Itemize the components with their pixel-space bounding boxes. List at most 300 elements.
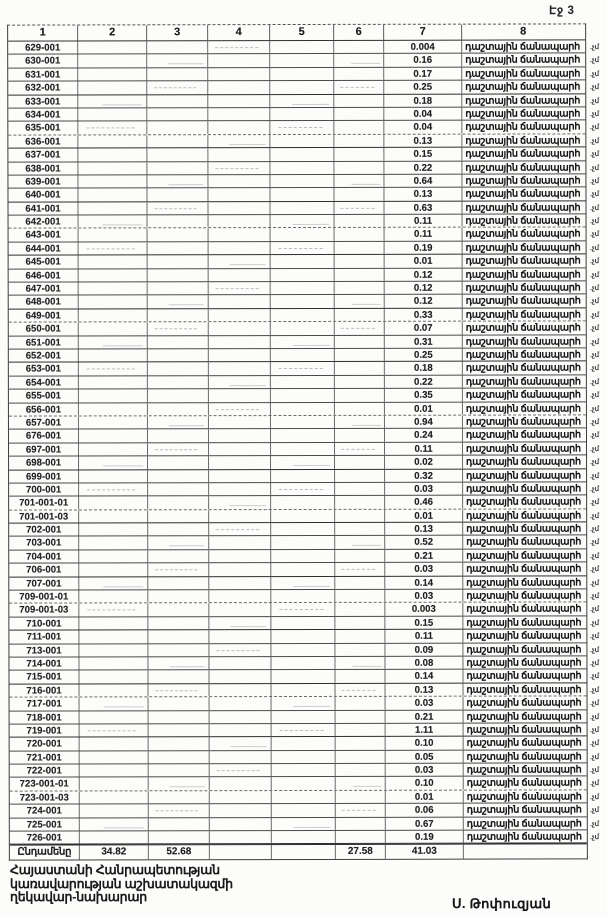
page-edge-note: .չմ (590, 351, 599, 359)
empty-cell (79, 296, 148, 309)
parcel-id: 651-001 (9, 336, 79, 349)
table-row (9, 656, 586, 671)
area-value: 0.21 (385, 549, 463, 562)
parcel-id: 644-001 (9, 242, 79, 255)
page-edge-note: .չմ (590, 445, 599, 453)
area-value: 0.12 (385, 282, 463, 295)
empty-cell (334, 202, 384, 214)
parcel-id: 645-001 (9, 256, 79, 269)
empty-cell (335, 483, 385, 495)
empty-cell (79, 376, 148, 389)
empty-cell (210, 737, 272, 750)
land-type-label: դաշտային ճանապարհ (465, 309, 581, 321)
area-value: 0.10 (386, 777, 464, 790)
page-edge-note: .չմ (590, 44, 599, 51)
empty-cell (208, 41, 270, 54)
parcel-id: 702-001 (9, 524, 79, 537)
empty-cell (335, 536, 385, 548)
empty-cell (148, 456, 209, 469)
empty-cell (335, 617, 385, 629)
parcel-id: 721-001 (10, 751, 80, 764)
parcel-id: 698-001 (9, 457, 79, 470)
footer-line-3: ղեկավար-նախարար (10, 890, 147, 904)
empty-cell (148, 550, 209, 563)
land-type-label: դաշտային ճանապարհ (465, 282, 581, 294)
area-value: 0.67 (386, 817, 464, 830)
land-type-label: դաշտային ճանապարհ (466, 697, 582, 709)
empty-cell (271, 483, 335, 496)
empty-cell (271, 523, 335, 536)
empty-cell (209, 429, 271, 442)
empty-cell (148, 537, 209, 550)
land-type-label: դաշտային ճանապարհ (466, 536, 582, 549)
land-type-label: դաշտային ճանապարհ (465, 175, 581, 187)
land-type-label: դաշտային ճանապարհ (466, 577, 582, 589)
empty-cell (147, 95, 208, 108)
table-row (9, 522, 586, 537)
empty-cell (209, 483, 271, 496)
empty-cell (210, 818, 272, 831)
page-edge-note: .չմ (590, 365, 599, 373)
parcel-id: 653-001 (9, 363, 79, 376)
empty-cell (272, 724, 336, 737)
empty-cell (271, 322, 335, 335)
page-edge-note: .չմ (590, 780, 599, 788)
area-value: 0.09 (385, 643, 463, 656)
parcel-id: 631-001 (8, 68, 78, 81)
empty-cell (334, 148, 384, 160)
empty-cell (270, 188, 334, 201)
empty-cell (209, 336, 271, 349)
empty-cell (210, 697, 272, 710)
empty-cell (209, 322, 271, 335)
empty-cell (272, 791, 336, 804)
empty-cell (209, 389, 271, 402)
column-header-4: 4 (208, 25, 270, 40)
land-type-label: դաշտային ճանապարհ (465, 228, 581, 241)
empty-cell (148, 282, 209, 295)
total-col3-value: 52.68 (149, 846, 210, 860)
empty-cell (334, 68, 384, 80)
parcel-id: 676-001 (9, 430, 79, 443)
empty-cell (335, 576, 385, 588)
empty-cell (148, 349, 209, 362)
empty-cell (79, 564, 148, 577)
empty-cell (335, 268, 385, 280)
table-row (9, 456, 586, 471)
empty-cell (209, 269, 271, 282)
page-edge-note: .չմ (590, 767, 599, 775)
empty-cell (209, 630, 271, 643)
parcel-id: 697-001 (9, 443, 79, 456)
area-value: 0.33 (385, 308, 463, 321)
table-total-row (10, 844, 587, 860)
page-edge-note: .չմ (590, 204, 599, 212)
empty-cell (78, 41, 147, 54)
area-value: 0.13 (384, 134, 462, 147)
area-value: 0.01 (385, 509, 463, 522)
empty-cell (336, 831, 386, 843)
empty-cell (148, 470, 209, 483)
empty-cell (148, 483, 209, 496)
empty-cell (79, 242, 148, 255)
empty-cell (148, 523, 209, 536)
empty-cell (334, 175, 384, 187)
area-value: 0.11 (385, 442, 463, 455)
empty-cell (210, 764, 272, 777)
parcel-id: 640-001 (8, 189, 78, 202)
empty-cell (79, 389, 148, 402)
empty-cell (148, 416, 209, 429)
empty-cell (149, 711, 210, 724)
total-col4-cell (210, 845, 272, 859)
empty-cell (148, 644, 209, 657)
land-type-label: դաշտային ճանապարհ (465, 336, 581, 348)
empty-cell (79, 349, 148, 362)
land-type-label: դաշտային ճանապարհ (466, 670, 582, 683)
land-type-label: դաշտային ճանապարհ (465, 242, 581, 254)
empty-cell (147, 175, 208, 188)
empty-cell (270, 121, 334, 134)
column-header-6: 6 (334, 25, 384, 40)
parcel-id: 717-001 (10, 698, 80, 711)
empty-cell (209, 523, 271, 536)
page-edge-note: .չմ (590, 820, 599, 828)
empty-cell (271, 242, 335, 255)
empty-cell (79, 363, 148, 376)
parcel-id: 637-001 (8, 149, 78, 162)
empty-cell (209, 309, 271, 322)
land-type-label: դաշտային ճանապարհ (465, 41, 581, 53)
empty-cell (270, 202, 334, 215)
empty-cell (335, 362, 385, 374)
parcel-id: 634-001 (8, 108, 78, 121)
empty-cell (272, 751, 336, 764)
area-value: 0.004 (384, 41, 462, 54)
area-value: 0.35 (385, 389, 463, 402)
page-edge-note: .չմ (590, 70, 599, 78)
page-edge-note: .չմ (590, 646, 599, 654)
area-value: 0.11 (385, 228, 463, 241)
empty-cell (209, 416, 271, 429)
table-row (9, 563, 586, 578)
empty-cell (335, 242, 385, 254)
table-row (10, 817, 587, 832)
page-edge-note: .չմ (590, 57, 599, 65)
empty-cell (209, 590, 271, 603)
empty-cell (271, 362, 335, 375)
empty-cell (210, 684, 272, 697)
parcel-id: 724-001 (10, 805, 80, 818)
table-row (8, 67, 585, 82)
empty-cell (147, 162, 208, 175)
area-value: 0.14 (385, 576, 463, 589)
empty-cell (210, 791, 272, 804)
empty-cell (148, 430, 209, 443)
page-edge-note: .չմ (590, 338, 599, 346)
empty-cell (208, 175, 270, 188)
table-row (9, 281, 586, 296)
empty-cell (79, 550, 148, 563)
land-type-label: դաշտային ճանապարհ (466, 630, 582, 642)
page-edge-note: .չմ (590, 231, 599, 239)
parcel-id: 709-001-03 (9, 604, 79, 617)
table-row (9, 482, 586, 497)
area-value: 0.63 (384, 201, 462, 214)
empty-cell (209, 550, 271, 563)
land-type-label: դաշտային ճանապարհ (465, 402, 581, 415)
empty-cell (271, 389, 335, 402)
empty-cell (335, 550, 385, 562)
land-type-label: դաշտային ճանապարհ (466, 751, 582, 763)
empty-cell (336, 697, 386, 709)
page-edge-note: .չմ (590, 700, 599, 708)
page-edge-note: .չմ (590, 593, 599, 601)
table-row (8, 188, 585, 203)
parcel-id: 710-001 (9, 617, 79, 630)
empty-cell (209, 255, 271, 268)
empty-cell (272, 710, 336, 723)
area-value: 0.12 (385, 295, 463, 308)
empty-cell (271, 215, 335, 228)
empty-cell (209, 470, 271, 483)
empty-cell (80, 818, 149, 831)
empty-cell (149, 724, 210, 737)
empty-cell (209, 577, 271, 590)
empty-cell (271, 657, 335, 670)
parcel-id: 720-001 (10, 738, 80, 751)
empty-cell (78, 202, 147, 215)
empty-cell (271, 402, 335, 415)
page-edge-note: .չմ (590, 753, 599, 761)
table-row (9, 402, 586, 417)
area-value: 0.02 (385, 456, 463, 469)
area-value: 0.18 (384, 94, 462, 107)
parcel-id: 714-001 (9, 657, 79, 670)
area-value: 0.14 (385, 670, 463, 683)
empty-cell (79, 443, 148, 456)
empty-cell (79, 403, 148, 416)
table-row (8, 81, 585, 96)
empty-cell (148, 403, 209, 416)
table-row (8, 201, 585, 216)
empty-cell (335, 630, 385, 642)
table-row (9, 308, 586, 323)
empty-cell (80, 805, 149, 818)
empty-cell (271, 349, 335, 362)
table-header-row (8, 24, 585, 41)
empty-cell (209, 362, 271, 375)
empty-cell (80, 831, 149, 844)
empty-cell (149, 737, 210, 750)
parcel-id: 713-001 (9, 644, 79, 657)
page-edge-note: .չմ (590, 137, 599, 145)
table-row (9, 214, 586, 229)
table-row (10, 683, 587, 698)
land-type-label: դաշտային ճանապարհ (465, 135, 581, 147)
table-row (8, 134, 585, 149)
empty-cell (334, 54, 384, 66)
empty-cell (271, 228, 335, 241)
empty-cell (79, 497, 148, 510)
area-value: 0.19 (385, 242, 463, 255)
parcel-id: 630-001 (8, 55, 78, 68)
empty-cell (270, 54, 334, 67)
page-edge-note: .չմ (590, 606, 599, 614)
table-row (9, 469, 586, 484)
empty-cell (271, 255, 335, 268)
land-type-label: դաշտային ճանապարհ (465, 121, 581, 133)
area-value: 0.11 (385, 215, 463, 228)
empty-cell (209, 403, 271, 416)
empty-cell (148, 590, 209, 603)
land-type-label: դաշտային ճանապարհ (465, 188, 581, 200)
empty-cell (148, 389, 209, 402)
empty-cell (78, 175, 147, 188)
empty-cell (209, 349, 271, 362)
table-row (10, 750, 587, 765)
parcel-id: 635-001 (8, 122, 78, 135)
land-type-label: դաշտային ճանապարհ (466, 831, 582, 843)
empty-cell (79, 604, 148, 617)
empty-cell (270, 161, 334, 174)
page-edge-note: .չմ (590, 499, 599, 507)
empty-cell (148, 309, 209, 322)
empty-cell (149, 764, 210, 777)
table-row (10, 763, 587, 778)
table-row (8, 54, 585, 69)
page-edge-notes (590, 41, 607, 844)
empty-cell (335, 322, 385, 334)
empty-cell (209, 670, 271, 683)
empty-cell (271, 643, 335, 656)
page-edge-note: .չմ (590, 110, 599, 118)
area-value: 0.01 (386, 791, 464, 804)
empty-cell (147, 148, 208, 161)
empty-cell (148, 510, 209, 523)
empty-cell (270, 148, 334, 161)
empty-cell (335, 643, 385, 655)
page-edge-note: .չմ (590, 177, 599, 185)
parcel-id: 725-001 (10, 818, 80, 831)
page-edge-note: .չմ (590, 298, 599, 306)
page-edge-note: .չմ (590, 726, 599, 734)
parcel-id: 638-001 (8, 162, 78, 175)
empty-cell (79, 309, 148, 322)
empty-cell (335, 309, 385, 321)
area-value: 0.003 (385, 603, 463, 616)
parcel-id: 650-001 (9, 323, 79, 336)
empty-cell (79, 256, 148, 269)
empty-cell (336, 817, 386, 829)
empty-cell (335, 228, 385, 240)
empty-cell (335, 335, 385, 347)
table-row (9, 589, 586, 604)
empty-cell (209, 603, 271, 616)
total-col7-value: 41.03 (386, 845, 464, 859)
empty-cell (79, 577, 148, 590)
area-value: 0.03 (385, 590, 463, 603)
land-type-label: դաշտային ճանապարհ (465, 322, 581, 334)
parcel-id: 636-001 (8, 135, 78, 148)
area-value: 0.21 (386, 710, 464, 723)
empty-cell (210, 724, 272, 737)
empty-cell (148, 604, 209, 617)
parcel-id: 701-001-03 (9, 510, 79, 523)
area-value: 0.52 (385, 536, 463, 549)
empty-cell (209, 443, 271, 456)
empty-cell (148, 577, 209, 590)
parcel-id: 704-001 (9, 550, 79, 563)
land-type-label: դաշտային ճանապարհ (465, 68, 581, 80)
empty-cell (272, 697, 336, 710)
land-type-label: դաշտային ճանապարհ (465, 389, 581, 401)
parcel-id: 642-001 (9, 216, 79, 229)
empty-cell (270, 175, 334, 188)
page-edge-note: .չմ (590, 512, 599, 520)
land-type-label: դաշտային ճանապարհ (466, 777, 582, 790)
empty-cell (272, 777, 336, 790)
page-edge-note: .չմ (590, 526, 599, 534)
table-row (9, 335, 586, 350)
land-type-label: դաշտային ճանապարհ (466, 603, 582, 616)
land-type-label: դաշտային ճանապարհ (465, 349, 581, 361)
empty-cell (335, 469, 385, 481)
footer-line-1: Հայաստանի Հանրապետության (10, 863, 220, 877)
empty-cell (335, 349, 385, 361)
total-label: Ընդամենը (10, 846, 80, 860)
empty-cell (147, 202, 208, 215)
land-type-label: դաշտային ճանապարհ (466, 710, 582, 723)
empty-cell (271, 670, 335, 683)
empty-cell (272, 737, 336, 750)
column-header-1: 1 (8, 25, 78, 40)
empty-cell (271, 456, 335, 469)
table-row (10, 710, 587, 725)
empty-cell (78, 95, 147, 108)
table-row (9, 241, 586, 256)
land-type-label: դաշտային ճանապարհ (465, 94, 581, 107)
empty-cell (209, 229, 271, 242)
page-edge-note: .չմ (590, 566, 599, 574)
empty-cell (272, 818, 336, 831)
table-row (8, 161, 585, 176)
empty-cell (210, 711, 272, 724)
table-row (9, 496, 586, 511)
land-type-label: դաշտային ճանապարհ (465, 202, 581, 214)
empty-cell (208, 188, 270, 201)
empty-cell (335, 496, 385, 508)
parcel-id: 629-001 (8, 41, 78, 54)
page-edge-note: .չմ (590, 459, 599, 467)
empty-cell (270, 68, 334, 81)
land-type-label: դաշտային ճանապարհ (466, 550, 582, 562)
table-row (8, 174, 585, 189)
empty-cell (78, 108, 147, 121)
empty-cell (271, 429, 335, 442)
table-row (10, 737, 587, 752)
table-row (10, 697, 587, 712)
area-value: 0.11 (385, 630, 463, 643)
empty-cell (148, 242, 209, 255)
parcel-id: 632-001 (8, 82, 78, 95)
empty-cell (334, 188, 384, 200)
page-edge-note: .չմ (590, 164, 599, 172)
parcel-id: 641-001 (8, 202, 78, 215)
empty-cell (270, 108, 334, 121)
land-type-label: դաշտային ճանապարհ (466, 617, 582, 629)
page-edge-note: .չմ (590, 619, 599, 627)
